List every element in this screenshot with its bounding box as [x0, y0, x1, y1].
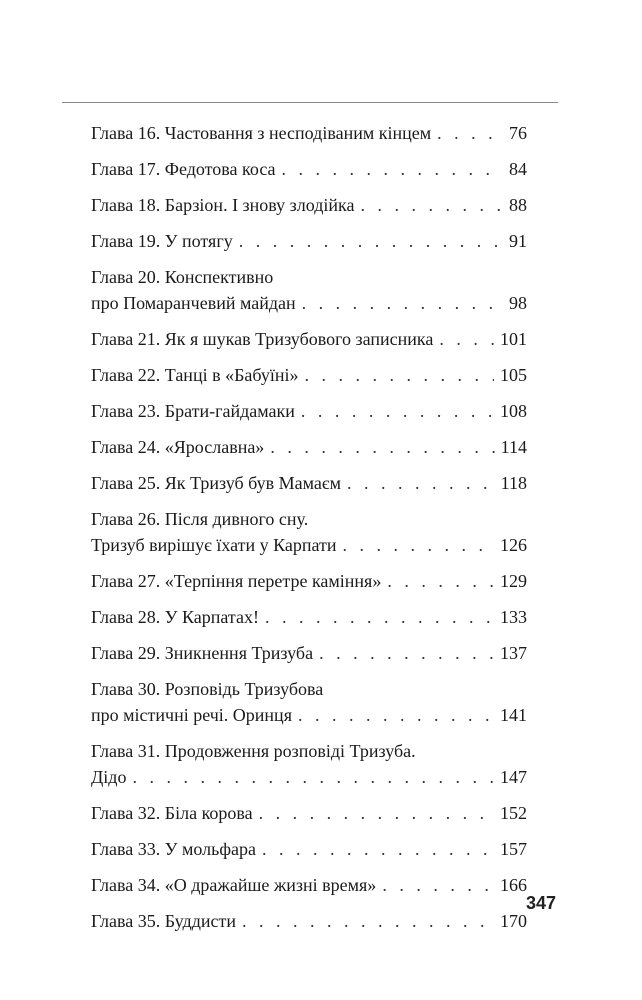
toc-line: [91, 470, 527, 496]
dot-leader: [239, 228, 503, 254]
toc-line: [91, 120, 527, 146]
toc-line: [91, 568, 527, 594]
chapter-page-number: 101: [500, 329, 527, 349]
toc-entry: [91, 640, 527, 666]
dot-leader: [270, 434, 494, 460]
dot-leader: [242, 908, 494, 934]
chapter-title: Глава 30. Розповідь Тризубова: [91, 679, 324, 699]
dot-leader: [437, 120, 503, 146]
chapter-page-number: 170: [500, 911, 527, 931]
chapter-title: Глава 27. «Терпіння перетре каміння»: [91, 571, 382, 591]
dot-leader: [439, 326, 494, 352]
dot-leader: [382, 872, 494, 898]
toc-line: [91, 800, 527, 826]
toc-entry: [91, 192, 527, 218]
toc-line: [91, 836, 527, 862]
toc-line: [91, 764, 527, 790]
dot-leader: [301, 398, 494, 424]
dot-leader: [319, 640, 494, 666]
dot-leader: [347, 470, 495, 496]
chapter-page-number: 129: [500, 571, 527, 591]
chapter-title: Глава 31. Продовження розповіді Тризуба.: [91, 741, 416, 761]
chapter-page-number: 88: [509, 195, 527, 215]
dot-leader: [132, 764, 494, 790]
header-rule: [62, 102, 558, 103]
toc-line: [91, 398, 527, 424]
chapter-title: Глава 23. Брати-гайдамаки: [91, 401, 295, 421]
toc-line: [91, 908, 527, 934]
chapter-page-number: 84: [509, 159, 527, 179]
toc-line: [91, 326, 527, 352]
chapter-title: Глава 35. Буддисти: [91, 911, 236, 931]
toc-entry: [91, 326, 527, 352]
chapter-page-number: 76: [509, 123, 527, 143]
toc-entry: [91, 738, 527, 790]
dot-leader: [259, 800, 494, 826]
chapter-title: про Помаранчевий майдан: [91, 293, 296, 313]
toc-entry: [91, 120, 527, 146]
toc-entry: [91, 506, 527, 558]
chapter-title: Глава 18. Барзіон. І знову злодійка: [91, 195, 355, 215]
chapter-page-number: 108: [500, 401, 527, 421]
toc-line: [91, 604, 527, 630]
chapter-page-number: 152: [500, 803, 527, 823]
toc-entry: [91, 434, 527, 460]
chapter-title: Глава 28. У Карпатах!: [91, 607, 260, 627]
chapter-title: Глава 21. Як я шукав Тризубового записника: [91, 329, 434, 349]
toc-entry: [91, 264, 527, 316]
chapter-page-number: 141: [500, 705, 527, 725]
chapter-page-number: 114: [500, 437, 527, 457]
toc-line: [91, 156, 527, 182]
dot-leader: [265, 604, 494, 630]
chapter-title: Глава 29. Зникнення Тризуба: [91, 643, 314, 663]
chapter-title: про містичні речі. Оринця: [91, 705, 292, 725]
toc-entry: [91, 800, 527, 826]
chapter-page-number: 166: [500, 875, 527, 895]
chapter-page-number: 98: [509, 293, 527, 313]
toc-line: [91, 872, 527, 898]
chapter-page-number: 91: [509, 231, 527, 251]
dot-leader: [282, 156, 503, 182]
toc-entry: [91, 908, 527, 934]
toc-entry: [91, 568, 527, 594]
dot-leader: [387, 568, 494, 594]
toc-line: [91, 228, 527, 254]
chapter-title: Тризуб вирішує їхати у Карпати: [91, 535, 337, 555]
chapter-title: Глава 19. У потягу: [91, 231, 233, 251]
dot-leader: [262, 836, 494, 862]
chapter-title: Глава 33. У мольфара: [91, 839, 257, 859]
chapter-page-number: 126: [500, 535, 527, 555]
toc-line: [91, 702, 527, 728]
toc-line: [91, 290, 527, 316]
chapter-title: Глава 25. Як Тризуб був Мамаєм: [91, 473, 341, 493]
chapter-title: Дідо: [91, 767, 127, 787]
chapter-page-number: 105: [500, 365, 527, 385]
chapter-title: Глава 20. Конспективно: [91, 267, 274, 287]
toc-entry: [91, 470, 527, 496]
toc-entry: [91, 156, 527, 182]
chapter-page-number: 147: [500, 767, 527, 787]
dot-leader: [361, 192, 503, 218]
toc-entry: [91, 362, 527, 388]
chapter-title: Глава 22. Танці в «Бабуїні»: [91, 365, 299, 385]
chapter-page-number: 118: [500, 473, 527, 493]
chapter-page-number: 137: [500, 643, 527, 663]
toc-line: [91, 676, 527, 702]
toc-line: [91, 532, 527, 558]
toc-line: [91, 506, 527, 532]
chapter-title: Глава 24. «Ярославна»: [91, 437, 265, 457]
toc-entry: [91, 398, 527, 424]
dot-leader: [305, 362, 494, 388]
toc-line: [91, 640, 527, 666]
toc-entry: [91, 228, 527, 254]
toc-line: [91, 738, 527, 764]
chapter-page-number: 157: [500, 839, 527, 859]
chapter-title: Глава 34. «О дражайше жизні время»: [91, 875, 377, 895]
chapter-title: Глава 26. Після дивного сну.: [91, 509, 309, 529]
dot-leader: [343, 532, 494, 558]
chapter-title: Глава 32. Біла корова: [91, 803, 253, 823]
table-of-contents: [91, 120, 527, 944]
toc-line: [91, 192, 527, 218]
chapter-page-number: 133: [500, 607, 527, 627]
toc-line: [91, 264, 527, 290]
toc-entry: [91, 676, 527, 728]
page-number: 347: [525, 893, 556, 913]
toc-line: [91, 362, 527, 388]
toc-entry: [91, 872, 527, 898]
dot-leader: [302, 290, 503, 316]
dot-leader: [298, 702, 494, 728]
toc-line: [91, 434, 527, 460]
chapter-title: Глава 17. Федотова коса: [91, 159, 276, 179]
chapter-title: Глава 16. Частовання з несподіваним кінцем: [91, 123, 432, 143]
toc-entry: [91, 836, 527, 862]
toc-entry: [91, 604, 527, 630]
